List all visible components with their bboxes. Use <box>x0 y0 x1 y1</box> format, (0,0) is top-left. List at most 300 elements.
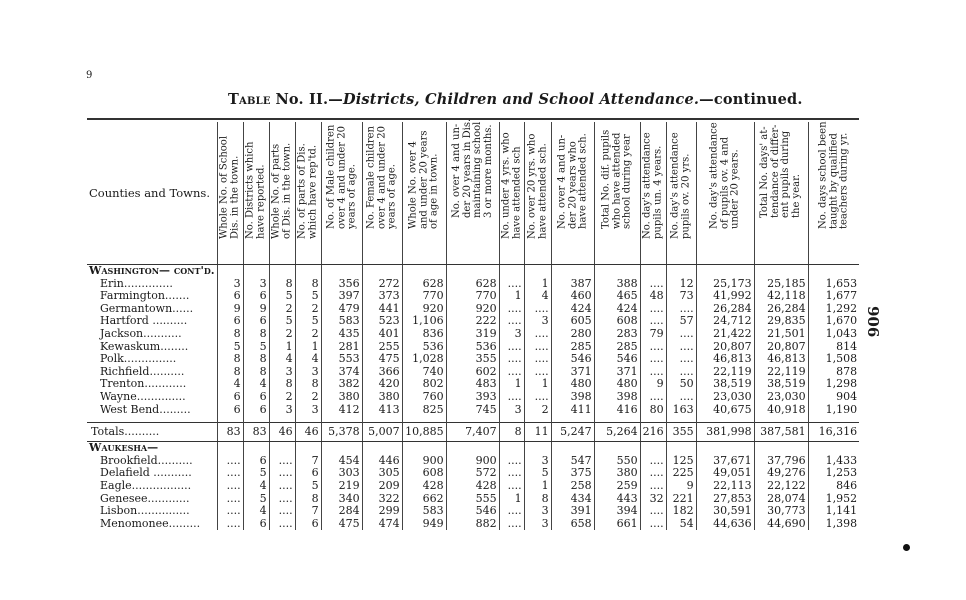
column-header-text: Total No. days' at- tendance of differ- ent pupils during the year. <box>759 124 802 218</box>
cell-value: 3 <box>499 404 524 417</box>
cell-value: .... <box>217 518 243 531</box>
cell-value: 836 <box>402 328 446 341</box>
cell-value: 2 <box>295 328 321 341</box>
cell-value <box>269 265 295 278</box>
cell-value: 770 <box>446 290 499 303</box>
cell-value: 24,712 <box>696 315 754 328</box>
cell-value <box>446 265 499 278</box>
cell-value: 22,119 <box>754 366 808 379</box>
cell-value: 356 <box>321 278 362 291</box>
cell-value: 1,433 <box>808 455 859 468</box>
cell-value: 29,835 <box>754 315 808 328</box>
cell-value: .... <box>640 455 666 468</box>
cell-value: 1 <box>269 341 295 354</box>
column-header-2 <box>243 122 269 265</box>
cell-value: 435 <box>321 328 362 341</box>
cell-value: 30,773 <box>754 505 808 518</box>
town-name: Erin.............. <box>100 276 173 290</box>
cell-value <box>551 265 594 278</box>
cell-value: 284 <box>321 505 362 518</box>
column-header-4 <box>295 122 321 265</box>
cell-value <box>362 442 402 455</box>
cell-value: 10,885 <box>402 423 446 442</box>
town-name: Lisbon............... <box>100 504 190 518</box>
cell-value: .... <box>499 303 524 316</box>
cell-value: 42,118 <box>754 290 808 303</box>
cell-value: 454 <box>321 455 362 468</box>
cell-value <box>640 265 666 278</box>
cell-value: 382 <box>321 378 362 391</box>
cell-value: 12 <box>666 278 696 291</box>
page-mark: 9 <box>86 70 93 81</box>
cell-value: 6 <box>243 455 269 468</box>
column-header-5 <box>321 122 362 265</box>
cell-value: 26,284 <box>754 303 808 316</box>
cell-value: 4 <box>269 353 295 366</box>
cell-value: 770 <box>402 290 446 303</box>
column-header-text: Whole No. of School Dis. in the town. <box>218 135 241 239</box>
cell-value: 41,992 <box>696 290 754 303</box>
cell-value: 412 <box>321 404 362 417</box>
cell-value: 37,796 <box>754 455 808 468</box>
cell-value <box>402 265 446 278</box>
cell-value: 5,378 <box>321 423 362 442</box>
column-header-8 <box>446 118 499 265</box>
cell-value: .... <box>499 391 524 404</box>
cell-value: 4 <box>243 378 269 391</box>
cell-value: 5 <box>269 290 295 303</box>
cell-value: 305 <box>362 467 402 480</box>
column-header-6 <box>362 122 402 265</box>
cell-value: .... <box>217 480 243 493</box>
title-subject: Districts, Children and School Attendance. <box>342 91 700 108</box>
cell-value: 424 <box>594 303 640 316</box>
cell-value: 322 <box>362 493 402 506</box>
cell-value: 1 <box>524 480 551 493</box>
cell-value: 420 <box>362 378 402 391</box>
cell-value: 6 <box>243 391 269 404</box>
cell-value: 483 <box>446 378 499 391</box>
cell-value: 9 <box>640 378 666 391</box>
cell-value: 5 <box>524 467 551 480</box>
cell-value: 49,276 <box>754 467 808 480</box>
cell-value: 3 <box>295 366 321 379</box>
cell-value: 28,074 <box>754 493 808 506</box>
cell-value: 8 <box>217 366 243 379</box>
cell-value: 6 <box>217 315 243 328</box>
cell-value <box>321 442 362 455</box>
town-name: Eagle................. <box>100 478 192 492</box>
cell-value: 46,813 <box>696 353 754 366</box>
cell-value: 6 <box>243 315 269 328</box>
cell-value: 4 <box>243 480 269 493</box>
cell-value: 46 <box>295 423 321 442</box>
cell-value: 388 <box>594 278 640 291</box>
cell-value: 605 <box>551 315 594 328</box>
cell-value: 48 <box>640 290 666 303</box>
cell-value <box>524 442 551 455</box>
cell-value: 3 <box>295 404 321 417</box>
cell-value: 740 <box>402 366 446 379</box>
cell-value: 21,501 <box>754 328 808 341</box>
cell-value: 583 <box>402 505 446 518</box>
cell-value: 11 <box>524 423 551 442</box>
cell-value: .... <box>666 366 696 379</box>
cell-value: 446 <box>362 455 402 468</box>
table-row <box>87 353 859 366</box>
cell-value: .... <box>499 315 524 328</box>
cell-value: 2 <box>524 404 551 417</box>
cell-value: 73 <box>666 290 696 303</box>
cell-value: 259 <box>594 480 640 493</box>
cell-value: .... <box>269 505 295 518</box>
cell-value: .... <box>524 391 551 404</box>
town-name: Delafield ........... <box>100 466 192 480</box>
cell-value: 602 <box>446 366 499 379</box>
cell-value: 8 <box>269 278 295 291</box>
column-header-15 <box>696 122 754 265</box>
column-header-text: Whole No. over 4 and under 20 years of age in town. <box>407 130 440 229</box>
cell-value: .... <box>499 480 524 493</box>
cell-value: 536 <box>402 341 446 354</box>
cell-value <box>754 265 808 278</box>
cell-value: 5 <box>295 290 321 303</box>
cell-value <box>269 442 295 455</box>
cell-value: 3 <box>524 455 551 468</box>
cell-value <box>446 442 499 455</box>
cell-value: .... <box>499 353 524 366</box>
cell-value: 536 <box>446 341 499 354</box>
cell-value: 6 <box>295 518 321 531</box>
cell-value: 381,998 <box>696 423 754 442</box>
town-name: Germantown...... <box>100 301 194 315</box>
cell-value: 553 <box>321 353 362 366</box>
cell-value: 255 <box>362 341 402 354</box>
cell-value: 825 <box>402 404 446 417</box>
town-name: Polk............... <box>100 352 177 366</box>
cell-value: 373 <box>362 290 402 303</box>
cell-value: .... <box>640 341 666 354</box>
cell-value: 658 <box>551 518 594 531</box>
cell-value: 8 <box>295 493 321 506</box>
cell-value: 760 <box>402 391 446 404</box>
cell-value: 216 <box>640 423 666 442</box>
cell-value: 387 <box>551 278 594 291</box>
cell-value: 401 <box>362 328 402 341</box>
cell-value: 3 <box>269 366 295 379</box>
column-header-text: No. under 4 yrs. who have attended sch <box>500 132 522 239</box>
cell-value: 2 <box>295 303 321 316</box>
column-header-text: No. Districts which have reported. <box>244 141 267 239</box>
cell-value: .... <box>499 455 524 468</box>
cell-value: .... <box>524 341 551 354</box>
cell-value: 550 <box>594 455 640 468</box>
cell-value: 802 <box>402 378 446 391</box>
cell-value: 21,422 <box>696 328 754 341</box>
table-row <box>87 442 859 455</box>
cell-value: .... <box>217 505 243 518</box>
cell-value: 49,051 <box>696 467 754 480</box>
cell-value: 40,918 <box>754 404 808 417</box>
cell-value <box>808 265 859 278</box>
cell-value: 50 <box>666 378 696 391</box>
cell-value: 6 <box>243 404 269 417</box>
table-body <box>87 265 859 531</box>
cell-value: 83 <box>217 423 243 442</box>
cell-value: 299 <box>362 505 402 518</box>
cell-value <box>696 265 754 278</box>
cell-value: 80 <box>640 404 666 417</box>
cell-value: 5 <box>269 315 295 328</box>
cell-value: 628 <box>402 278 446 291</box>
cell-value: 547 <box>551 455 594 468</box>
cell-value: 8 <box>243 366 269 379</box>
cell-value: 8 <box>217 328 243 341</box>
cell-value: 949 <box>402 518 446 531</box>
cell-value: .... <box>666 328 696 341</box>
cell-value: 1,106 <box>402 315 446 328</box>
cell-value: 846 <box>808 480 859 493</box>
cell-value: 40,675 <box>696 404 754 417</box>
cell-value: 7 <box>295 505 321 518</box>
cell-value: 878 <box>808 366 859 379</box>
table-row <box>87 518 859 531</box>
column-header-text: No. over 4 and un- der 20 years in Dis. maintaining school 3 or more months. <box>450 118 494 218</box>
cell-value: 1,670 <box>808 315 859 328</box>
cell-value: 37,671 <box>696 455 754 468</box>
cell-value: .... <box>499 366 524 379</box>
cell-value: 3 <box>269 404 295 417</box>
cell-value: 1,043 <box>808 328 859 341</box>
cell-value <box>217 442 243 455</box>
cell-value: 5 <box>295 480 321 493</box>
table-row <box>87 290 859 303</box>
cell-value: 355 <box>666 423 696 442</box>
cell-value: .... <box>269 493 295 506</box>
cell-value <box>402 442 446 455</box>
cell-value <box>666 265 696 278</box>
cell-value: .... <box>640 353 666 366</box>
cell-value: 219 <box>321 480 362 493</box>
cell-value: 4 <box>217 378 243 391</box>
table-row <box>87 265 859 278</box>
cell-value: 546 <box>594 353 640 366</box>
cell-value: 23,030 <box>754 391 808 404</box>
cell-value: 22,113 <box>696 480 754 493</box>
cell-value: .... <box>640 480 666 493</box>
cell-value: 1,292 <box>808 303 859 316</box>
column-header-text: Total No. dif. pupils who have attended school during year <box>600 129 633 229</box>
cell-value: 30,591 <box>696 505 754 518</box>
cell-value: .... <box>269 467 295 480</box>
attendance-table <box>87 118 859 530</box>
cell-value: .... <box>640 366 666 379</box>
cell-value: 16,316 <box>808 423 859 442</box>
cell-value: 3 <box>217 278 243 291</box>
cell-value: 583 <box>321 315 362 328</box>
cell-value: 398 <box>551 391 594 404</box>
cell-value <box>362 265 402 278</box>
cell-value: 480 <box>551 378 594 391</box>
table-row <box>87 404 859 417</box>
cell-value: 26,284 <box>696 303 754 316</box>
cell-value: 371 <box>551 366 594 379</box>
cell-value: 900 <box>446 455 499 468</box>
column-header-text: No. day's attendance of pupils ov. 4 and under 20 years. <box>708 121 741 229</box>
cell-value <box>754 442 808 455</box>
cell-value: 5 <box>243 341 269 354</box>
cell-value: .... <box>666 303 696 316</box>
cell-value: 428 <box>402 480 446 493</box>
total-row <box>87 423 859 442</box>
cell-value: 6 <box>243 518 269 531</box>
column-header-1 <box>217 122 243 265</box>
cell-value: 6 <box>217 290 243 303</box>
column-header-11 <box>551 122 594 265</box>
cell-value <box>295 265 321 278</box>
cell-value: 411 <box>551 404 594 417</box>
cell-value: .... <box>524 366 551 379</box>
cell-value: 44,690 <box>754 518 808 531</box>
cell-value: 546 <box>551 353 594 366</box>
column-header-14 <box>666 122 696 265</box>
table-row <box>87 480 859 493</box>
cell-value: 572 <box>446 467 499 480</box>
cell-value: 2 <box>269 303 295 316</box>
cell-value: .... <box>499 278 524 291</box>
cell-value <box>696 442 754 455</box>
cell-value: 546 <box>446 505 499 518</box>
cell-value: 46 <box>269 423 295 442</box>
cell-value: 355 <box>446 353 499 366</box>
column-header-12 <box>594 122 640 265</box>
cell-value: 1 <box>295 341 321 354</box>
cell-value <box>551 442 594 455</box>
cell-value: 608 <box>594 315 640 328</box>
town-name: Totals.......... <box>87 423 217 442</box>
cell-value: 460 <box>551 290 594 303</box>
cell-value: 8 <box>295 278 321 291</box>
cell-value: 5,247 <box>551 423 594 442</box>
cell-value: 225 <box>666 467 696 480</box>
column-header-16 <box>754 122 808 265</box>
cell-value: 480 <box>594 378 640 391</box>
column-header-text: No. day's attendance pupils un. 4 years. <box>641 132 664 239</box>
cell-value: 7,407 <box>446 423 499 442</box>
cell-value: 2 <box>269 391 295 404</box>
cell-value: 2 <box>269 328 295 341</box>
cell-value: 83 <box>243 423 269 442</box>
cell-value: 475 <box>321 518 362 531</box>
column-header-text: No. days school been taught by qualified teachers during yr. <box>817 120 850 229</box>
cell-value: 1 <box>499 493 524 506</box>
cell-value: 441 <box>362 303 402 316</box>
cell-value: 319 <box>446 328 499 341</box>
town-name: Farmington....... <box>100 289 190 303</box>
title-suffix: —continued. <box>699 91 803 108</box>
table-row <box>87 505 859 518</box>
cell-value: 22,122 <box>754 480 808 493</box>
cell-value: 608 <box>402 467 446 480</box>
cell-value: 920 <box>446 303 499 316</box>
cell-value: 8 <box>499 423 524 442</box>
town-name: Washington— cont'd. <box>89 264 215 277</box>
cell-value: 3 <box>499 328 524 341</box>
cell-value: 22,119 <box>696 366 754 379</box>
cell-value: 23,030 <box>696 391 754 404</box>
cell-value: 1,141 <box>808 505 859 518</box>
cell-value: 397 <box>321 290 362 303</box>
town-name: Trenton............ <box>100 377 187 391</box>
cell-value: 371 <box>594 366 640 379</box>
cell-value: 1,028 <box>402 353 446 366</box>
cell-value: 393 <box>446 391 499 404</box>
column-header-17 <box>808 122 859 265</box>
cell-value: 340 <box>321 493 362 506</box>
column-header-10 <box>524 122 551 265</box>
cell-value: 380 <box>362 391 402 404</box>
cell-value: 628 <box>446 278 499 291</box>
cell-value <box>243 442 269 455</box>
cell-value: 424 <box>551 303 594 316</box>
title-number: No. II.— <box>275 91 343 108</box>
column-header-text: Whole No. of parts of Dis. in the town. <box>270 142 293 239</box>
column-header-13 <box>640 122 666 265</box>
cell-value: 1,190 <box>808 404 859 417</box>
table-title <box>228 91 803 108</box>
cell-value: 1,952 <box>808 493 859 506</box>
cell-value: 465 <box>594 290 640 303</box>
cell-value: .... <box>269 518 295 531</box>
cell-value: 79 <box>640 328 666 341</box>
cell-value: .... <box>217 455 243 468</box>
column-header-0: Counties and Towns. <box>87 122 217 265</box>
cell-value <box>808 442 859 455</box>
cell-value: 6 <box>217 404 243 417</box>
cell-value: .... <box>524 303 551 316</box>
cell-value: .... <box>499 341 524 354</box>
cell-value: 1,677 <box>808 290 859 303</box>
cell-value: .... <box>499 505 524 518</box>
cell-value: 57 <box>666 315 696 328</box>
cell-value: 394 <box>594 505 640 518</box>
cell-value: 7 <box>295 455 321 468</box>
cell-value: .... <box>640 278 666 291</box>
cell-value: 900 <box>402 455 446 468</box>
town-name: West Bend......... <box>100 402 191 416</box>
cell-value: 209 <box>362 480 402 493</box>
table-row <box>87 391 859 404</box>
cell-value: 54 <box>666 518 696 531</box>
cell-value: 443 <box>594 493 640 506</box>
cell-value: 5 <box>217 341 243 354</box>
cell-value: 4 <box>295 353 321 366</box>
town-name: Richfield.......... <box>100 364 185 378</box>
column-header-text: No. over 20 yrs. who have attended sch. <box>526 133 548 239</box>
cell-value <box>321 265 362 278</box>
cell-value: 283 <box>594 328 640 341</box>
cell-value: 555 <box>446 493 499 506</box>
cell-value: .... <box>499 467 524 480</box>
column-header-text: No. of parts of Dis. which have rep'td. <box>296 143 319 239</box>
cell-value: 3 <box>243 278 269 291</box>
cell-value: 8 <box>524 493 551 506</box>
cell-value: 182 <box>666 505 696 518</box>
cell-value: 474 <box>362 518 402 531</box>
cell-value: 258 <box>551 480 594 493</box>
cell-value: .... <box>666 353 696 366</box>
cell-value: 661 <box>594 518 640 531</box>
